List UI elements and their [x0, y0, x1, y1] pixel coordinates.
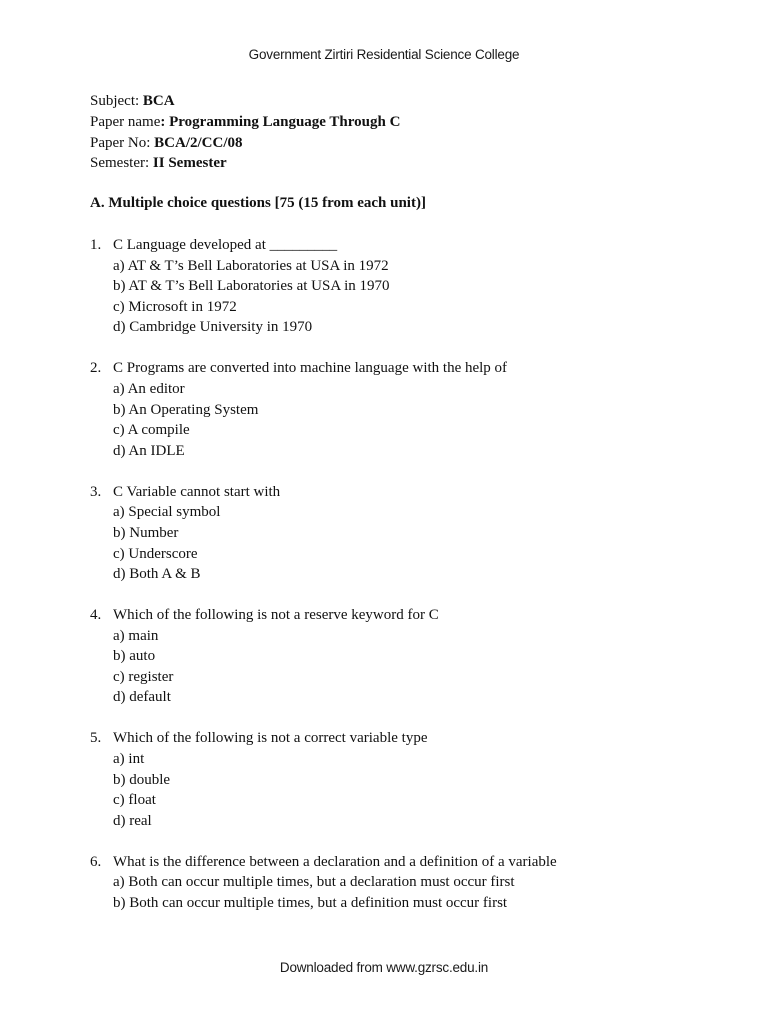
question-number: 5.	[90, 730, 102, 747]
option-b: b) auto	[113, 648, 156, 665]
option-b: b) Number	[113, 524, 179, 541]
semester-value: II Semester	[152, 155, 227, 172]
question-text: Which of the following is not a reserve keyword for C	[113, 607, 439, 624]
option-a: a) main	[113, 627, 159, 644]
question-number: 3.	[90, 483, 102, 500]
option-c: c) float	[113, 792, 156, 809]
question-number: 6.	[90, 853, 102, 870]
option-a: a) int	[113, 751, 145, 768]
question-1	[90, 235, 690, 338]
question-5	[90, 728, 690, 831]
paper-name-label: Paper name	[90, 113, 161, 130]
paper-meta	[90, 91, 400, 174]
option-c: c) register	[113, 668, 174, 685]
question-line	[90, 358, 690, 379]
semester-row	[90, 153, 400, 174]
option-c: c) Microsoft in 1972	[113, 298, 237, 315]
question-3	[90, 482, 690, 585]
paper-no-value: BCA/2/CC/08	[154, 134, 243, 151]
page-header: Government Zirtiri Residential Science College	[248, 47, 520, 62]
question-6	[90, 852, 690, 914]
question-list	[90, 235, 690, 934]
question-text: C Variable cannot start with	[113, 483, 281, 500]
option-b: b) Both can occur multiple times, but a definition must occur first	[113, 894, 508, 911]
question-line	[90, 728, 690, 749]
question-line	[90, 605, 690, 626]
page-footer: Downloaded from www.gzrsc.edu.in	[279, 960, 489, 975]
option-d: d) Both A & B	[113, 566, 201, 583]
option-b: b) AT & T’s Bell Laboratories at USA in 1970	[113, 278, 390, 295]
paper-name-value: : Programming Language Through C	[160, 113, 401, 130]
question-text: C Programs are converted into machine language with the help of	[113, 360, 508, 377]
option-d: d) An IDLE	[113, 442, 185, 459]
question-4	[90, 605, 690, 708]
option-a: a) An editor	[113, 380, 185, 397]
section-title: A. Multiple choice questions [75 (15 from each unit)]	[90, 195, 426, 211]
question-text: What is the difference between a declaration and a definition of a variable	[113, 853, 557, 870]
paper-name-row	[90, 112, 400, 133]
question-line	[90, 852, 690, 873]
option-a: a) Both can occur multiple times, but a declaration must occur first	[113, 874, 515, 891]
semester-label: Semester:	[90, 155, 153, 172]
question-number: 1.	[90, 237, 102, 253]
option-d: d) real	[113, 812, 152, 829]
question-number: 2.	[90, 360, 102, 377]
question-line	[90, 482, 690, 503]
paper-no-row	[90, 133, 400, 154]
option-d: d) default	[113, 689, 171, 706]
option-a: a) Special symbol	[113, 504, 221, 521]
option-a: a) AT & T’s Bell Laboratories at USA in 1972	[113, 257, 389, 274]
subject-label: Subject:	[90, 93, 143, 109]
question-2	[90, 358, 690, 461]
question-text: C Language developed at _________	[113, 237, 338, 253]
subject-value: BCA	[142, 93, 175, 109]
question-text: Which of the following is not a correct variable type	[113, 730, 428, 747]
option-b: b) double	[113, 771, 171, 788]
option-c: c) Underscore	[113, 545, 198, 562]
subject-row	[90, 91, 400, 112]
question-number: 4.	[90, 607, 102, 624]
option-d: d) Cambridge University in 1970	[113, 319, 313, 336]
question-line	[90, 235, 690, 256]
paper-no-label: Paper No:	[90, 134, 155, 151]
option-c: c) A compile	[113, 422, 190, 439]
option-b: b) An Operating System	[113, 401, 259, 418]
